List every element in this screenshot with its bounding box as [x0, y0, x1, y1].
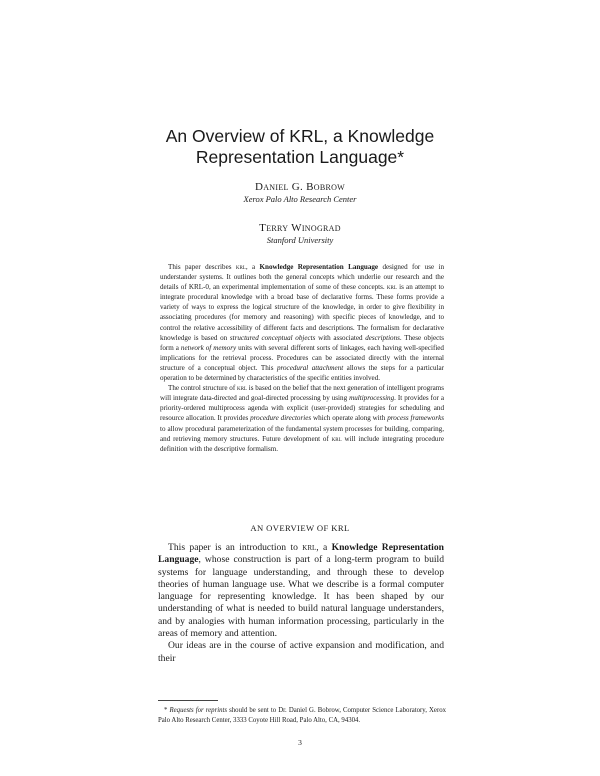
footnote — [158, 706, 446, 726]
abstract-emphasis: structured conceptual objects — [229, 333, 316, 342]
page-number: 3 — [298, 738, 302, 747]
footnote-marker: * — [164, 707, 170, 714]
abstract-krl: krl — [331, 434, 342, 443]
abstract-krl: krl — [236, 384, 247, 393]
title-line-1: An Overview of KRL, a Knowledge — [165, 126, 435, 146]
footnote-rule — [158, 700, 218, 701]
abstract-emphasis: multiprocessing — [349, 394, 395, 403]
body-text-run: This paper is an introduction to — [168, 542, 303, 553]
abstract-text: units with several different sorts of linkages, each having well-specified implications for the retrieval process. Procedures can be associated directly with the internal structure of a conceptual object. This — [160, 343, 444, 372]
footnote-text: should be sent to Dr. Daniel G. Bobrow, Computer Science Laboratory, Xerox Palo Alto Research Center, 3333 Coyote Hill Road, Palo Alto, CA, 94304. — [158, 707, 447, 724]
abstract — [160, 262, 444, 454]
abstract-text: will include integrating procedure definition with the descriptive formalism. — [160, 434, 444, 453]
paper-title — [100, 126, 500, 168]
section-heading: AN OVERVIEW OF KRL — [250, 523, 350, 533]
abstract-text: allows the steps for a particular operation to be determined by characteristics of the specific entities involved. — [160, 363, 444, 383]
abstract-emphasis: network of memory — [180, 343, 237, 352]
abstract-text: . These objects form a — [160, 333, 444, 352]
body-bold-term: Knowledge Representation Language — [158, 542, 444, 566]
author-name: Daniel G. Bobrow — [254, 181, 346, 193]
abstract-text: with associated — [315, 333, 366, 342]
abstract-emphasis: procedure directories — [250, 414, 312, 423]
abstract-text: . It provides for a priority-ordered multiprocess agenda with explicit (user-provided) strategies for scheduling and resource allocation. It provides — [160, 394, 444, 423]
body-paragraph-2: Our ideas are in the course of active expansion and modification, and their — [158, 640, 444, 664]
footnote-emphasis: Requests for reprints — [169, 707, 228, 714]
abstract-text: , a — [245, 263, 260, 271]
body-text-run: , whose construction is part of a long-term program to build systems for language understanding, and through these to develop theories of human language use. What we describe is a formal computer language for representing knowledge. It has been shaped by our understanding of what is needed to build natural language understanders, and by analogies with human information processing, particularly in the areas of memory and attention. — [158, 554, 444, 640]
body-krl: krl — [302, 542, 317, 553]
abstract-text: to allow procedural parameterization of the fundamental system processes for building, comparing, and retrieving memory structures. Future development of — [160, 424, 444, 443]
abstract-emphasis: process frameworks — [387, 414, 445, 423]
author-block-2 — [100, 222, 500, 246]
abstract-text: The control structure of — [168, 384, 237, 393]
body-text-run: , a — [316, 542, 332, 553]
author-affiliation: Stanford University — [266, 235, 334, 245]
abstract-emphasis: descriptions — [365, 333, 400, 342]
abstract-text: is based on the belief that the next generation of intelligent programs will integrate data-directed and goal-directed processing by using — [160, 384, 444, 403]
abstract-krl: krl — [386, 283, 397, 292]
abstract-paragraph-2 — [160, 383, 444, 454]
abstract-text: This paper describes — [168, 263, 236, 271]
abstract-text: designed for use in understander systems. It outlines both the general concepts which underlie our research and the details of KRL-0, an experimental implementation of some of these concepts. — [160, 263, 444, 292]
author-name: Terry Winograd — [259, 222, 341, 234]
body-text — [158, 542, 444, 665]
author-block-1 — [100, 181, 500, 205]
body-paragraph-1 — [158, 542, 444, 640]
abstract-text: is an attempt to integrate procedural knowledge with a broad base of declarative forms. These forms provide a variety of ways to express the logical structure of the knowledge, in order to give flexibility in associating procedures (for memory and reasoning) with specific pieces of knowledge, and to control the relative accessibility of different facts and descriptions. The formalism for declarative knowledge is based on — [160, 283, 444, 342]
abstract-krl: krl — [235, 263, 246, 271]
abstract-emphasis: procedural attachment — [276, 363, 344, 372]
author-affiliation: Xerox Palo Alto Research Center — [243, 194, 357, 204]
title-line-2: Representation Language* — [195, 147, 405, 167]
abstract-paragraph-1 — [160, 262, 444, 383]
abstract-bold-term: Knowledge Representation Language — [259, 263, 379, 271]
abstract-text: which operate along with — [311, 414, 388, 423]
